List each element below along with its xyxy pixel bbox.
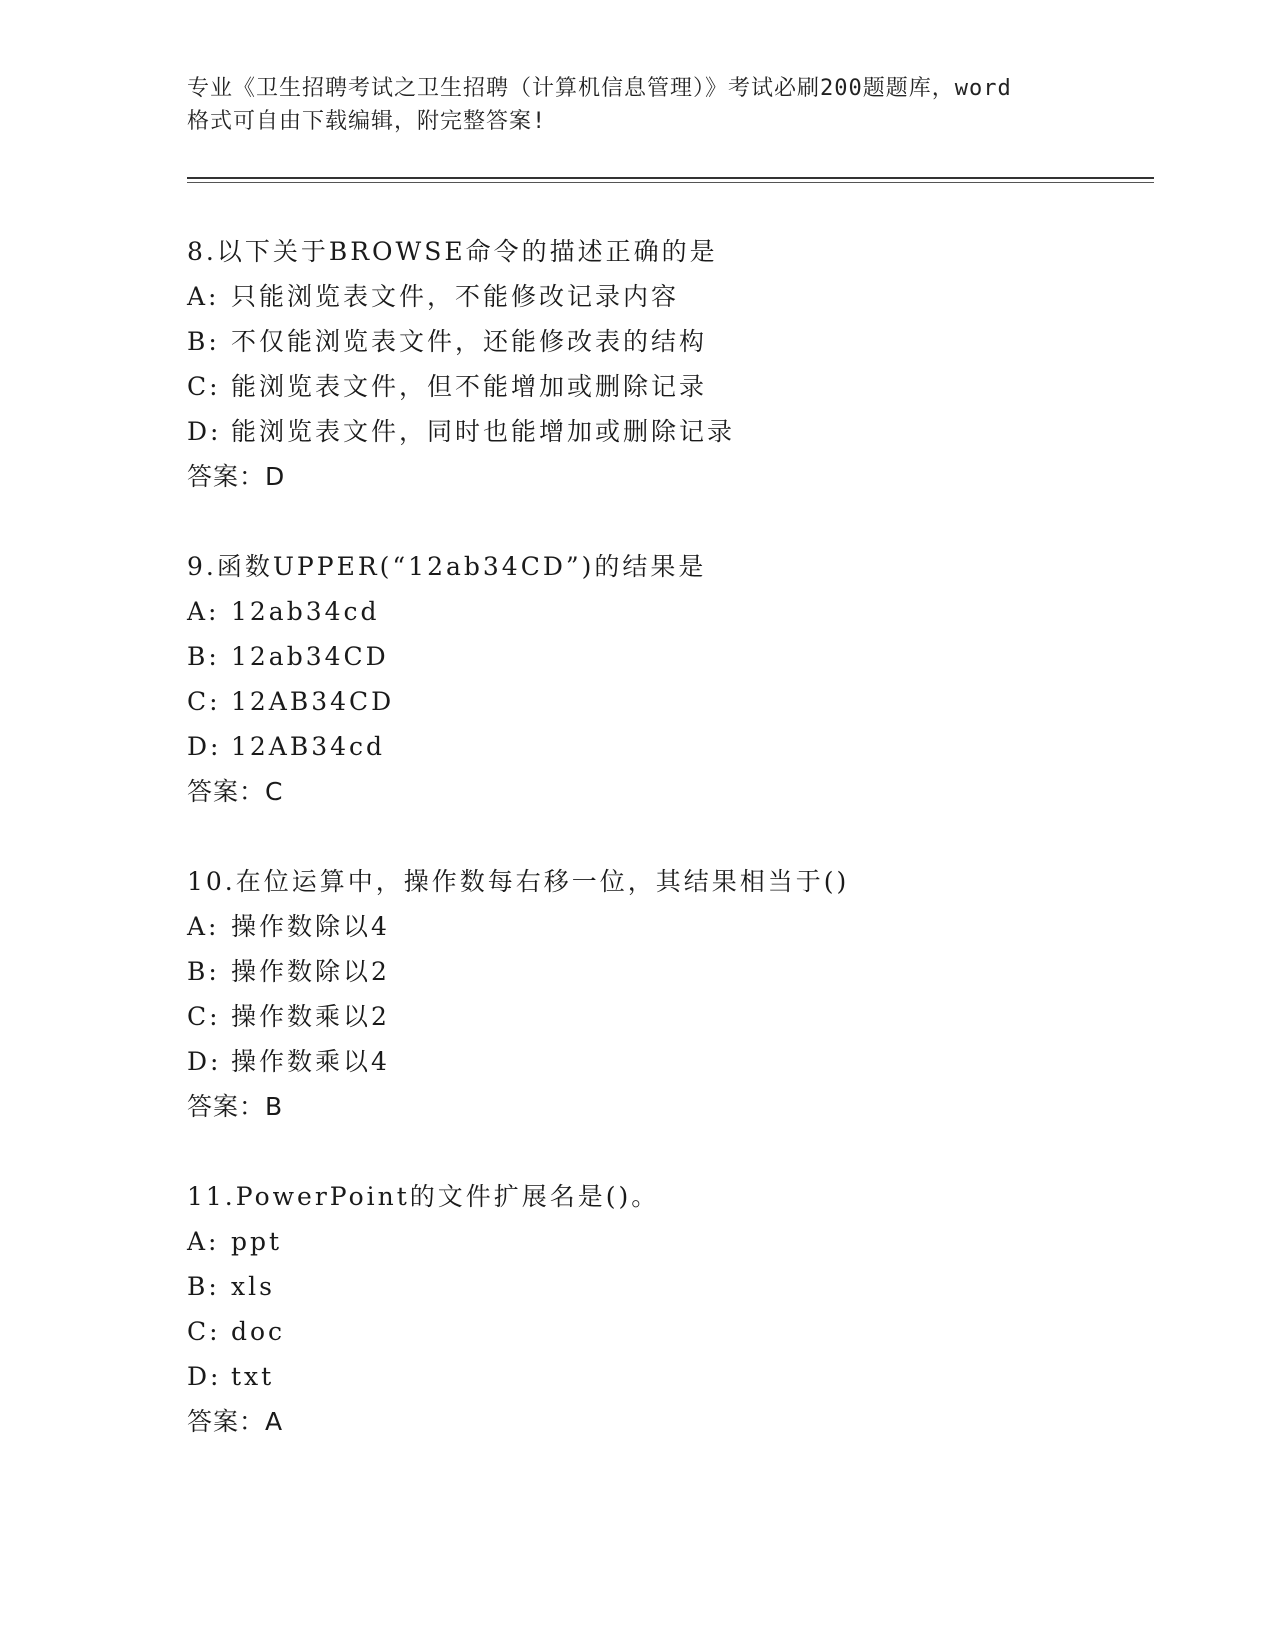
- option-text: 12ab34cd: [231, 597, 380, 626]
- option-text: 操作数乘以2: [231, 1002, 390, 1031]
- answer-value: B: [265, 1092, 284, 1121]
- question-9: [187, 544, 1137, 814]
- answer-line: [187, 1399, 1137, 1444]
- option-d: [187, 1354, 1137, 1399]
- header-line-1: 专业《卫生招聘考试之卫生招聘（计算机信息管理）》考试必刷200题题库，word: [187, 76, 1012, 101]
- answer-value: D: [265, 462, 286, 491]
- option-letter: A:: [187, 597, 220, 626]
- option-text: 12AB34cd: [231, 732, 386, 761]
- question-number: 9.: [187, 552, 217, 581]
- option-b: [187, 1264, 1137, 1309]
- answer-line: [187, 454, 1137, 499]
- option-text: doc: [231, 1317, 286, 1346]
- option-letter: B:: [187, 957, 220, 986]
- header-divider-thick: [187, 177, 1154, 179]
- option-text: 12ab34CD: [231, 642, 389, 671]
- option-d: [187, 409, 1137, 454]
- question-text: 在位运算中，操作数每右移一位，其结果相当于(): [235, 867, 850, 896]
- option-letter: C:: [187, 1317, 221, 1346]
- option-text: 操作数乘以4: [231, 1047, 390, 1076]
- option-letter: D:: [187, 1047, 222, 1076]
- question-stem: [187, 544, 1137, 589]
- option-letter: A:: [187, 1227, 220, 1256]
- option-letter: C:: [187, 687, 221, 716]
- option-letter: A:: [187, 282, 220, 311]
- option-letter: B:: [187, 642, 220, 671]
- option-text: 操作数除以2: [231, 957, 390, 986]
- option-letter: D:: [187, 732, 222, 761]
- option-d: [187, 724, 1137, 769]
- question-stem: [187, 859, 1137, 904]
- option-text: 能浏览表文件，但不能增加或删除记录: [231, 372, 708, 401]
- option-a: [187, 904, 1137, 949]
- header-line-2: 格式可自由下载编辑，附完整答案!: [187, 109, 547, 134]
- answer-line: [187, 1084, 1137, 1129]
- answer-label: 答案：: [187, 1092, 266, 1121]
- option-text: 只能浏览表文件，不能修改记录内容: [231, 282, 680, 311]
- option-text: xls: [231, 1272, 275, 1301]
- answer-label: 答案：: [187, 462, 266, 491]
- question-number: 11.: [187, 1182, 236, 1211]
- option-letter: A:: [187, 912, 220, 941]
- option-b: [187, 949, 1137, 994]
- question-number: 8.: [187, 237, 217, 266]
- option-text: 不仅能浏览表文件，还能修改表的结构: [231, 327, 708, 356]
- answer-label: 答案：: [187, 1407, 266, 1436]
- option-c: [187, 1309, 1137, 1354]
- question-stem: [187, 1174, 1137, 1219]
- option-b: [187, 319, 1137, 364]
- option-text: 操作数除以4: [231, 912, 390, 941]
- question-8: [187, 229, 1137, 499]
- option-text: 能浏览表文件，同时也能增加或删除记录: [231, 417, 736, 446]
- question-number: 10.: [187, 867, 236, 896]
- answer-line: [187, 769, 1137, 814]
- option-c: [187, 994, 1137, 1039]
- question-stem: [187, 229, 1137, 274]
- option-text: 12AB34CD: [231, 687, 395, 716]
- option-a: [187, 274, 1137, 319]
- option-letter: D:: [187, 1362, 222, 1391]
- option-d: [187, 1039, 1137, 1084]
- option-letter: C:: [187, 372, 221, 401]
- answer-value: A: [265, 1407, 284, 1436]
- option-b: [187, 634, 1137, 679]
- option-letter: B:: [187, 327, 220, 356]
- option-letter: D:: [187, 417, 222, 446]
- option-letter: C:: [187, 1002, 221, 1031]
- header-divider-thin: [187, 182, 1154, 183]
- document-header: [187, 72, 1087, 138]
- option-a: [187, 589, 1137, 634]
- option-text: ppt: [231, 1227, 283, 1256]
- question-10: [187, 859, 1137, 1129]
- option-c: [187, 679, 1137, 724]
- question-text: 以下关于BROWSE命令的描述正确的是: [216, 237, 718, 266]
- option-text: txt: [231, 1362, 275, 1391]
- question-text: PowerPoint的文件扩展名是()。: [235, 1182, 660, 1211]
- option-c: [187, 364, 1137, 409]
- option-letter: B:: [187, 1272, 220, 1301]
- question-text: 函数UPPER(“12ab34CD”)的结果是: [216, 552, 707, 581]
- question-11: [187, 1174, 1137, 1444]
- option-a: [187, 1219, 1137, 1264]
- answer-label: 答案：: [187, 777, 266, 806]
- answer-value: C: [265, 777, 284, 806]
